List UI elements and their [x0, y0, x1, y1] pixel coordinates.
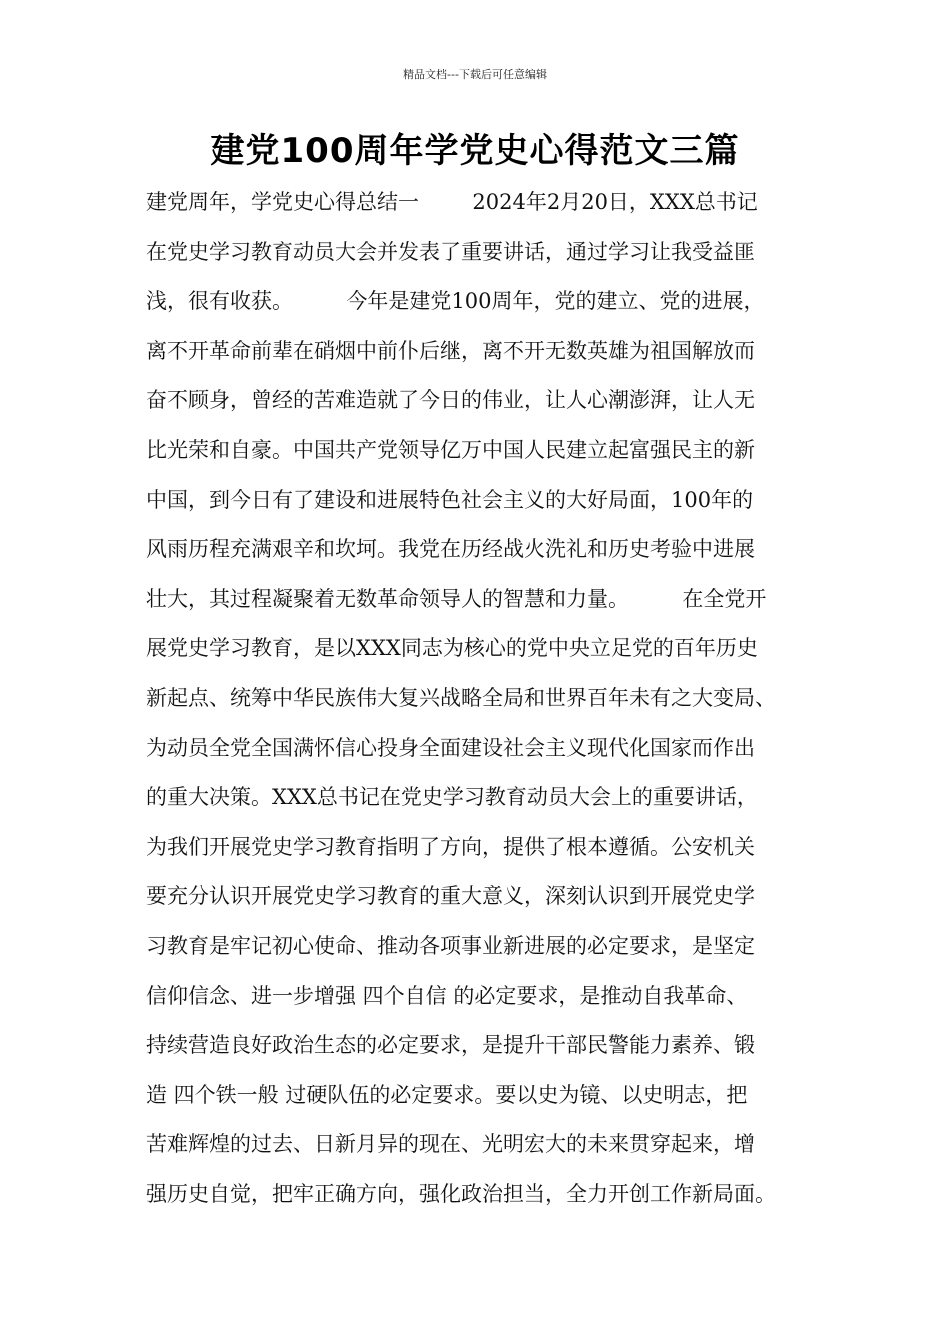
body-line: 风雨历程充满艰辛和坎坷。我党在历经战火洗礼和历史考验中进展: [146, 537, 755, 562]
body-line: 新起点、统筹中华民族伟大复兴战略全局和世界百年未有之大变局、: [146, 685, 776, 710]
body-line: 强历史自觉，把牢正确方向，强化政治担当，全力开创工作新局面。: [146, 1181, 776, 1206]
body-line: 为动员全党全国满怀信心投身全面建设社会主义现代化国家而作出: [146, 735, 755, 760]
body-line: 壮大，其过程凝聚着无数革命领导人的智慧和力量。 在全党开: [146, 586, 767, 611]
page-header-note: 精品文档---下载后可任意编辑: [403, 68, 547, 81]
body-line: 信仰信念、进一步增强 四个自信 的必定要求，是推动自我革命、: [146, 983, 748, 1008]
document-title: 建党100周年学党史心得范文三篇: [210, 131, 740, 171]
body-line: 要充分认识开展党史学习教育的重大意义，深刻认识到开展党史学: [146, 884, 755, 909]
body-line: 习教育是牢记初心使命、推动各项事业新进展的必定要求，是坚定: [146, 933, 755, 958]
document-body: [146, 178, 826, 1219]
body-line: 在党史学习教育动员大会并发表了重要讲话，通过学习让我受益匪: [146, 239, 755, 264]
body-line: 为我们开展党史学习教育指明了方向，提供了根本遵循。公安机关: [146, 834, 755, 859]
body-line: 展党史学习教育，是以XXX同志为核心的党中央立足党的百年历史: [146, 636, 758, 661]
body-line: 建党周年，学党史心得总结一 2024年2月20日，XXX总书记: [146, 190, 758, 214]
body-line: 的重大决策。XXX总书记在党史学习教育动员大会上的重要讲话，: [146, 785, 758, 810]
body-line: 离不开革命前辈在硝烟中前仆后继，离不开无数英雄为祖国解放而: [146, 338, 755, 363]
body-line: 苦难辉煌的过去、日新月异的现在、光明宏大的未来贯穿起来，增: [146, 1132, 755, 1157]
body-line: 奋不顾身，曾经的苦难造就了今日的伟业，让人心潮澎湃，让人无: [146, 388, 755, 413]
body-line: 比光荣和自豪。中国共产党领导亿万中国人民建立起富强民主的新: [146, 437, 755, 462]
body-line: 中国，到今日有了建设和进展特色社会主义的大好局面，100年的: [146, 487, 754, 512]
body-line: 造 四个铁一般 过硬队伍的必定要求。要以史为镜、以史明志，把: [146, 1082, 748, 1107]
body-line: 持续营造良好政治生态的必定要求，是提升干部民警能力素养、锻: [146, 1033, 755, 1058]
body-line: 浅，很有收获。 今年是建党100周年，党的建立、党的进展，: [146, 289, 765, 314]
